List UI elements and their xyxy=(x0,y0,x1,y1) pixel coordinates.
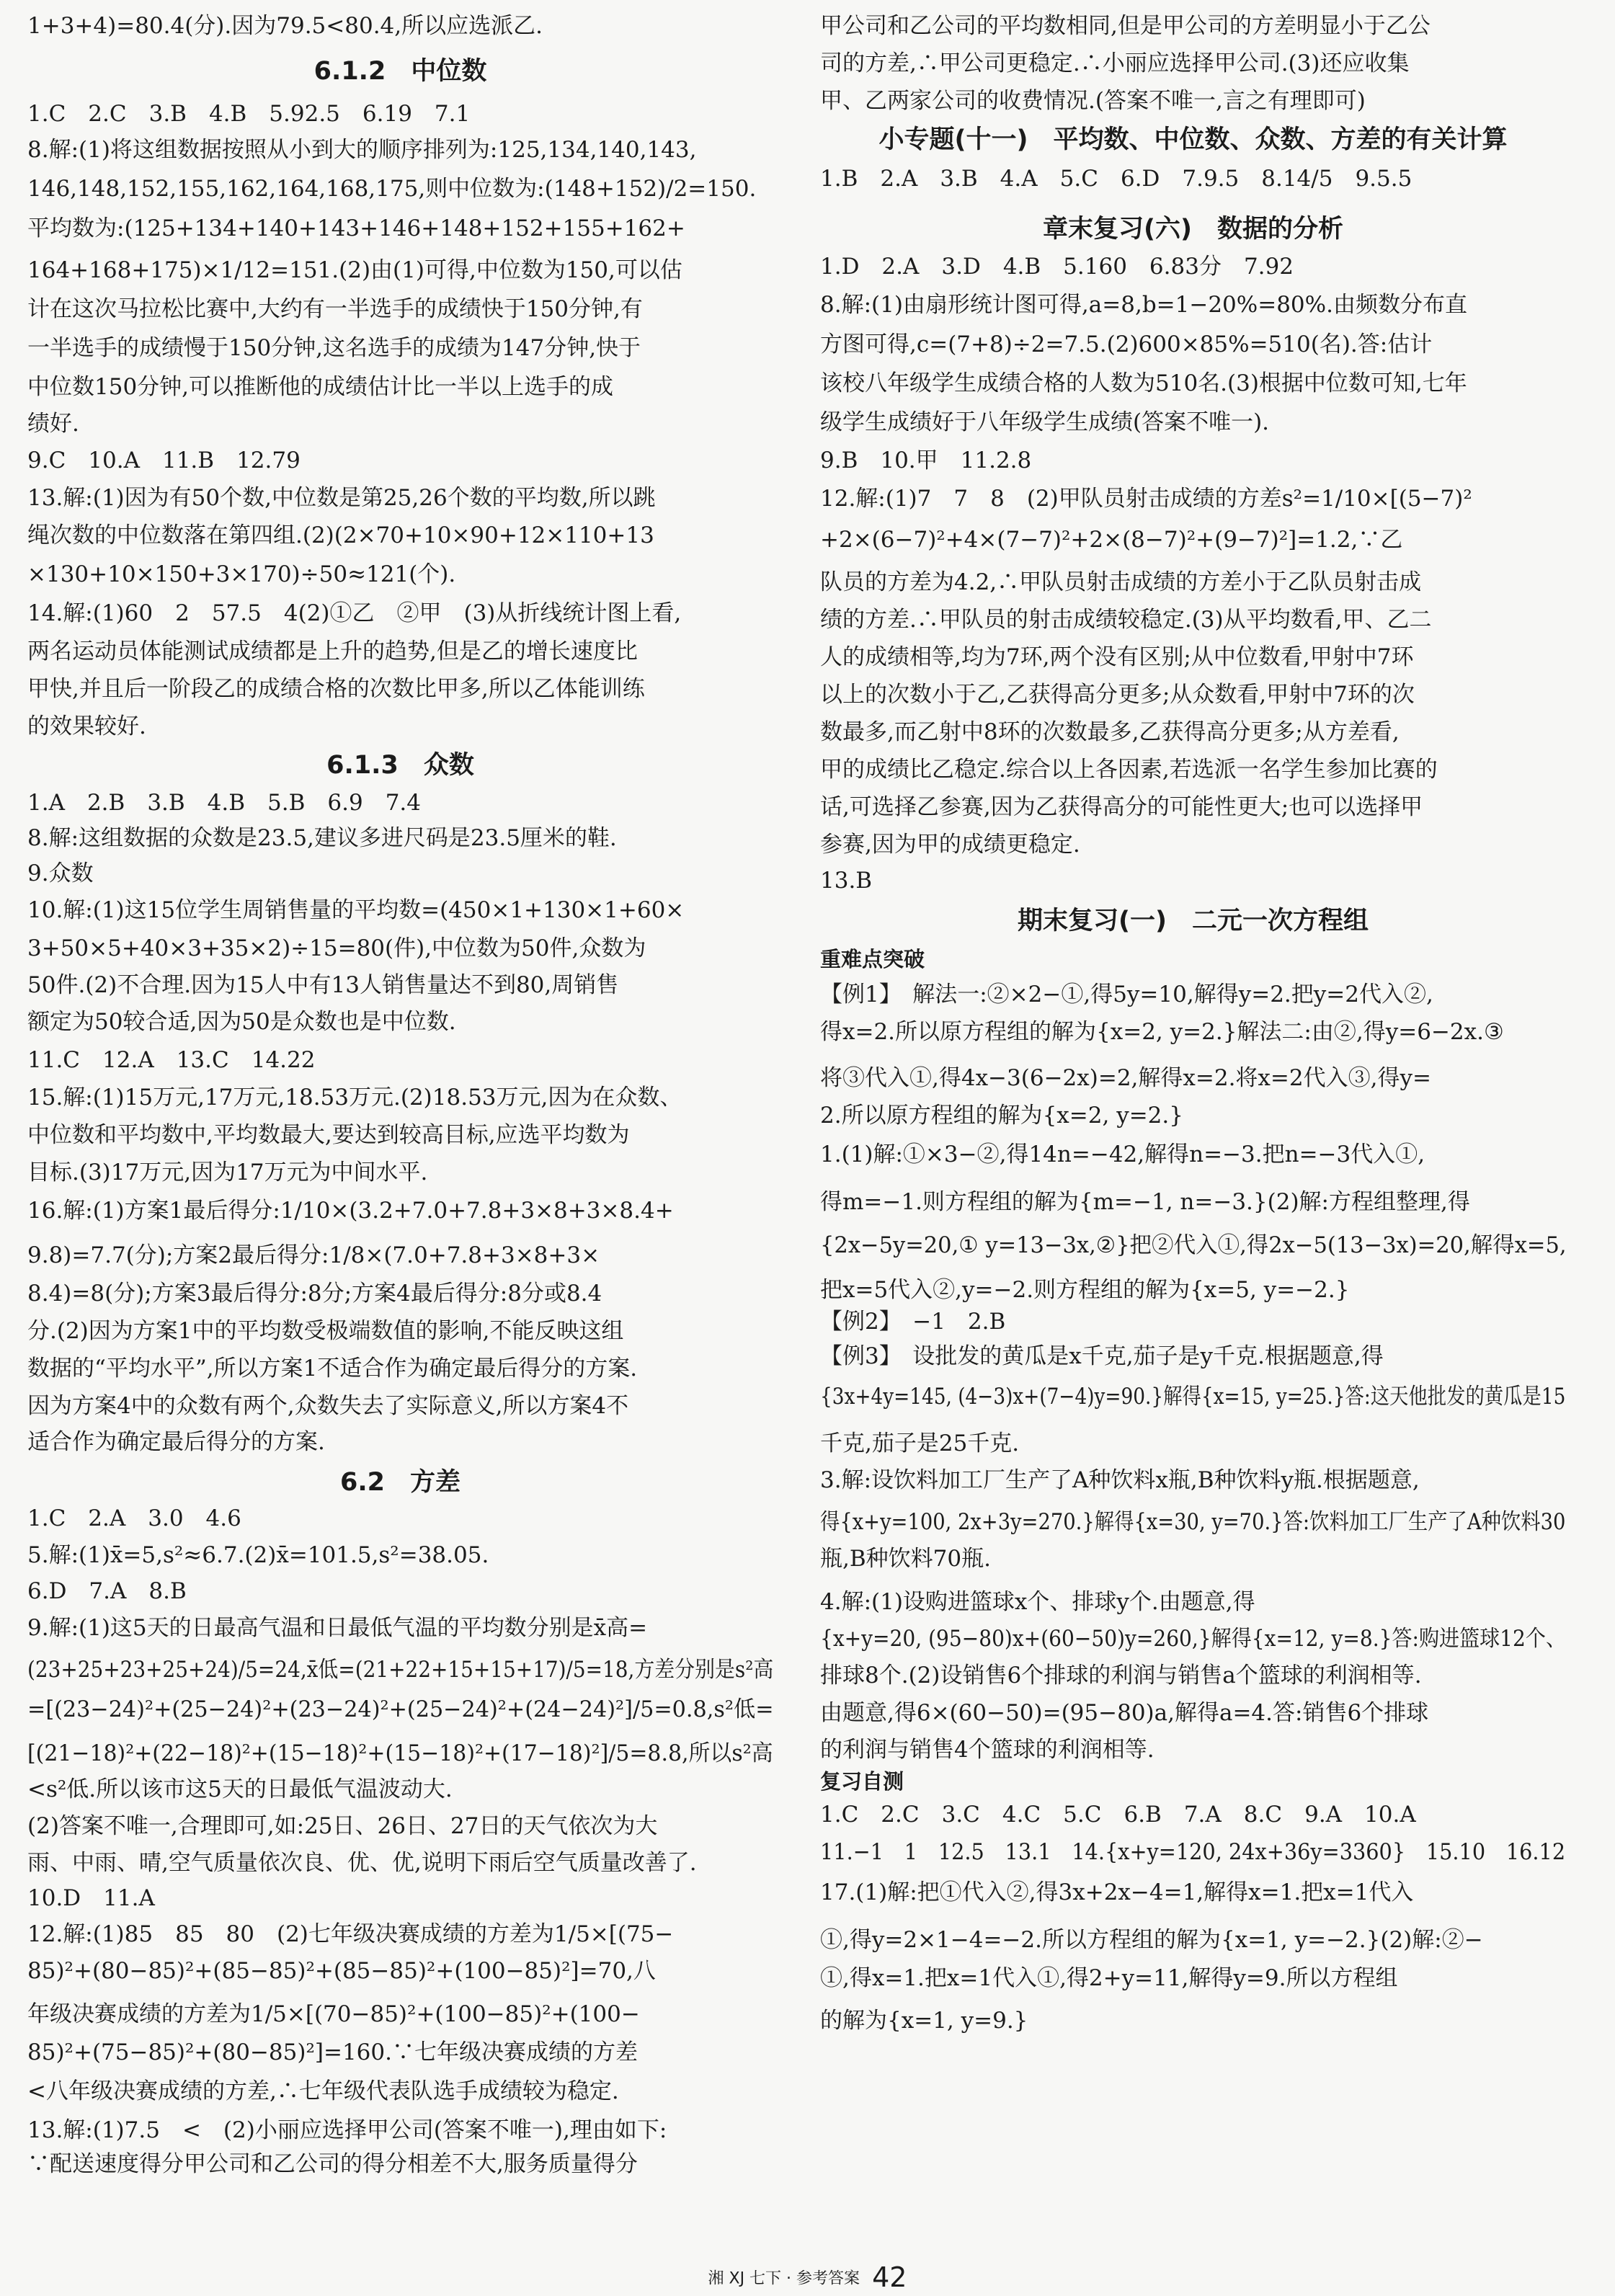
text-line: 瓶,B种饮料70瓶. xyxy=(820,1546,991,1572)
text-line: 中位数150分钟,可以推断他的成绩估计比一半以上选手的成 xyxy=(27,374,614,400)
text-line: =[(23−24)²+(25−24)²+(23−24)²+(25−24)²+(24−24)²]/5=0.8,s²低= xyxy=(27,1696,774,1722)
text-line: 得x=2.所以原方程组的解为{x=2, y=2.}解法二:由②,得y=6−2x.③ xyxy=(820,1019,1504,1045)
text-line: 方图可得,c=(7+8)÷2=7.5.(2)600×85%=510(名).答:估计 xyxy=(820,332,1433,357)
text-line: 8.解:这组数据的众数是23.5,建议多进尺码是23.5厘米的鞋. xyxy=(27,825,617,851)
text-line: [(21−18)²+(22−18)²+(15−18)²+(15−18)²+(17−18)²]/5=8.8,所以s²高 xyxy=(27,1740,773,1766)
text-line: 9.C 10.A 11.B 12.79 xyxy=(27,448,301,473)
text-line: 【例3】 设批发的黄瓜是x千克,茄子是y千克.根据题意,得 xyxy=(820,1343,1384,1369)
text-line: 排球8个.(2)设销售6个排球的利润与销售a个篮球的利润相等. xyxy=(820,1663,1422,1688)
text-line: 数最多,而乙射中8环的次数最多,乙获得高分更多;从方差看, xyxy=(820,719,1400,745)
text-line: 10.解:(1)这15位学生周销售量的平均数=(450×1+130×1+60× xyxy=(27,897,685,923)
text-line: 两名运动员体能测试成绩都是上升的趋势,但是乙的增长速度比 xyxy=(27,638,638,664)
subsection-label: 复习自测 xyxy=(820,1769,904,1794)
text-line: (23+25+23+25+24)/5=24,x̄低=(21+22+15+15+17)/5=18,方差分别是s²高 xyxy=(27,1657,774,1683)
text-line: 将③代入①,得4x−3(6−2x)=2,解得x=2.将x=2代入③,得y= xyxy=(820,1065,1431,1091)
text-line: 以上的次数小于乙,乙获得高分更多;从众数看,甲射中7环的次 xyxy=(820,682,1415,708)
section-heading: 期末复习(一) 二元一次方程组 xyxy=(1018,907,1369,935)
text-line: 甲公司和乙公司的平均数相同,但是甲公司的方差明显小于乙公 xyxy=(820,13,1431,39)
text-line: 【例2】 −1 2.B xyxy=(820,1309,1006,1335)
text-line: 85)²+(75−85)²+(80−85)²]=160.∵七年级决赛成绩的方差 xyxy=(27,2039,638,2065)
text-line: 甲快,并且后一阶段乙的成绩合格的次数比甲多,所以乙体能训练 xyxy=(27,676,645,702)
text-line: 9.B 10.甲 11.2.8 xyxy=(820,448,1032,473)
text-line: 10.D 11.A xyxy=(27,1885,155,1911)
text-line: 164+168+175)×1/12=151.(2)由(1)可得,中位数为150,可以估 xyxy=(27,257,682,283)
text-line: 146,148,152,155,162,164,168,175,则中位数为:(148+152)/2=150. xyxy=(27,176,757,202)
text-line: 1.B 2.A 3.B 4.A 5.C 6.D 7.9.5 8.14/5 9.5.5 xyxy=(820,166,1412,192)
text-line: 雨、中雨、晴,空气质量依次良、优、优,说明下雨后空气质量改善了. xyxy=(27,1850,697,1876)
text-line: (2)答案不唯一,合理即可,如:25日、26日、27日的天气依次为大 xyxy=(27,1813,658,1839)
text-line: 平均数为:(125+134+140+143+146+148+152+155+162+ xyxy=(27,215,685,241)
text-line: 目标.(3)17万元,因为17万元为中间水平. xyxy=(27,1160,428,1185)
page-number: 42 xyxy=(872,2261,907,2293)
text-line: 队员的方差为4.2,∴甲队员射击成绩的方差小于乙队员射击成 xyxy=(820,569,1422,595)
text-line: ∵配送速度得分甲公司和乙公司的得分相差不大,服务质量得分 xyxy=(27,2151,638,2177)
text-line: ①,得y=2×1−4=−2.所以方程组的解为{x=1, y=−2.}(2)解:②− xyxy=(820,1927,1483,1953)
text-line: 3.解:设饮料加工厂生产了A种饮料x瓶,B种饮料y瓶.根据题意, xyxy=(820,1467,1420,1493)
text-line: 5.解:(1)x̄=5,s²≈6.7.(2)x̄=101.5,s²=38.05. xyxy=(27,1542,489,1568)
text-line: 8.解:(1)由扇形统计图可得,a=8,b=1−20%=80%.由频数分布直 xyxy=(820,292,1467,318)
footer-label: 湘 XJ 七下 · 参考答案 xyxy=(708,2269,860,2288)
page-footer xyxy=(0,2261,1615,2293)
text-line: 11.−1 1 12.5 13.1 14.{x+y=120, 24x+36y=3360} 15.10 16.12 xyxy=(820,1839,1566,1865)
text-line: 15.解:(1)15万元,17万元,18.53万元.(2)18.53万元,因为在众数、 xyxy=(27,1085,682,1111)
text-line: 6.D 7.A 8.B xyxy=(27,1578,187,1604)
section-heading: 6.1.2 中位数 xyxy=(313,57,487,86)
text-line: {x+y=20, (95−80)x+(60−50)y=260,}解得{x=12, y=8.}答:购进篮球12个、 xyxy=(820,1626,1566,1652)
section-heading: 章末复习(六) 数据的分析 xyxy=(1043,215,1343,244)
text-line: 1.A 2.B 3.B 4.B 5.B 6.9 7.4 xyxy=(27,790,421,816)
text-line: 额定为50较合适,因为50是众数也是中位数. xyxy=(27,1009,456,1035)
text-line: 1.C 2.C 3.C 4.C 5.C 6.B 7.A 8.C 9.A 10.A xyxy=(820,1802,1416,1828)
text-line: 参赛,因为甲的成绩更稳定. xyxy=(820,832,1080,858)
text-line: 得{x+y=100, 2x+3y=270.}解得{x=30, y=70.}答:饮料加工厂生产了A种饮料30 xyxy=(820,1509,1566,1535)
text-line: ①,得x=1.把x=1代入①,得2+y=11,解得y=9.所以方程组 xyxy=(820,1965,1398,1991)
text-line: 的解为{x=1, y=9.} xyxy=(820,2008,1028,2034)
text-line: {3x+4y=145, (4−3)x+(7−4)y=90.}解得{x=15, y=25.}答:这天他批发的黄瓜是15 xyxy=(820,1384,1566,1410)
text-line: 绩的方差.∴甲队员的射击成绩较稳定.(3)从平均数看,甲、乙二 xyxy=(820,607,1432,633)
text-line: 甲、乙两家公司的收费情况.(答案不唯一,言之有理即可) xyxy=(820,88,1366,114)
text-line: 【例1】 解法一:②×2−①,得5y=10,解得y=2.把y=2代入②, xyxy=(820,982,1433,1007)
text-line: 千克,茄子是25千克. xyxy=(820,1430,1020,1456)
text-line: {2x−5y=20,① y=13−3x,②}把②代入①,得2x−5(13−3x)=20,解得x=5, xyxy=(820,1232,1567,1258)
text-line: 4.解:(1)设购进篮球x个、排球y个.由题意,得 xyxy=(820,1589,1255,1615)
subsection-label: 重难点突破 xyxy=(820,947,925,971)
text-line: 绳次数的中位数落在第四组.(2)(2×70+10×90+12×110+13 xyxy=(27,522,654,548)
text-line: 计在这次马拉松比赛中,大约有一半选手的成绩快于150分钟,有 xyxy=(27,296,643,322)
text-line: 9.众数 xyxy=(27,860,94,886)
text-line: 12.解:(1)85 85 80 (2)七年级决赛成绩的方差为1/5×[(75− xyxy=(27,1921,674,1947)
text-line: 人的成绩相等,均为7环,两个没有区别;从中位数看,甲射中7环 xyxy=(820,644,1414,670)
text-line: 该校八年级学生成绩合格的人数为510名.(3)根据中位数可知,七年 xyxy=(820,370,1467,396)
text-line: 中位数和平均数中,平均数最大,要达到较高目标,应选平均数为 xyxy=(27,1122,630,1148)
text-line: 把x=5代入②,y=−2.则方程组的解为{x=5, y=−2.} xyxy=(820,1277,1350,1303)
text-line: 50件.(2)不合理.因为15人中有13人销售量达不到80,周销售 xyxy=(27,972,619,998)
text-line: 13.B xyxy=(820,868,873,894)
text-line: 11.C 12.A 13.C 14.22 xyxy=(27,1047,316,1073)
text-line: 级学生成绩好于八年级学生成绩(答案不唯一). xyxy=(820,409,1270,435)
text-line: 绩好. xyxy=(27,411,79,437)
text-line: 1.C 2.A 3.0 4.6 xyxy=(27,1505,241,1531)
text-line: 甲的成绩比乙稳定.综合以上各因素,若选派一名学生参加比赛的 xyxy=(820,757,1438,783)
text-line: 17.(1)解:把①代入②,得3x+2x−4=1,解得x=1.把x=1代入 xyxy=(820,1879,1414,1905)
text-line: 9.解:(1)这5天的日最高气温和日最低气温的平均数分别是x̄高= xyxy=(27,1615,648,1641)
text-line: 1+3+4)=80.4(分).因为79.5<80.4,所以应选派乙. xyxy=(27,13,543,39)
text-line: 3+50×5+40×3+35×2)÷15=80(件),中位数为50件,众数为 xyxy=(27,935,646,961)
text-line: 的利润与销售4个篮球的利润相等. xyxy=(820,1737,1154,1763)
text-line: 2.所以原方程组的解为{x=2, y=2.} xyxy=(820,1103,1183,1129)
text-line: <s²低.所以该市这5天的日最低气温波动大. xyxy=(27,1776,453,1802)
section-heading: 6.2 方差 xyxy=(339,1468,461,1497)
text-line: 1.D 2.A 3.D 4.B 5.160 6.83分 7.92 xyxy=(820,254,1294,280)
text-line: 12.解:(1)7 7 8 (2)甲队员射击成绩的方差s²=1/10×[(5−7)² xyxy=(820,486,1472,512)
text-line: 1.C 2.C 3.B 4.B 5.92.5 6.19 7.1 xyxy=(27,101,471,127)
text-line: ×130+10×150+3×170)÷50≈121(个). xyxy=(27,561,456,587)
text-line: 16.解:(1)方案1最后得分:1/10×(3.2+7.0+7.8+3×8+3×8.4+ xyxy=(27,1198,674,1224)
text-line: 13.解:(1)7.5 < (2)小丽应选择甲公司(答案不唯一),理由如下: xyxy=(27,2117,667,2143)
text-line: 由题意,得6×(60−50)=(95−80)a,解得a=4.答:销售6个排球 xyxy=(820,1700,1429,1726)
text-line: +2×(6−7)²+4×(7−7)²+2×(8−7)²+(9−7)²]=1.2,∵乙 xyxy=(820,527,1403,553)
text-line: 14.解:(1)60 2 57.5 4(2)①乙 ②甲 (3)从折线统计图上看, xyxy=(27,600,682,626)
text-line: 得m=−1.则方程组的解为{m=−1, n=−3.}(2)解:方程组整理,得 xyxy=(820,1189,1470,1215)
text-line: 话,可选择乙参赛,因为乙获得高分的可能性更大;也可以选择甲 xyxy=(820,794,1423,820)
section-heading: 6.1.3 众数 xyxy=(326,751,474,780)
text-line: <八年级决赛成绩的方差,∴七年级代表队选手成绩较为稳定. xyxy=(27,2078,619,2104)
text-line: 司的方差,∴甲公司更稳定.∴小丽应选择甲公司.(3)还应收集 xyxy=(820,50,1410,76)
text-line: 1.(1)解:①×3−②,得14n=−42,解得n=−3.把n=−3代入①, xyxy=(820,1142,1425,1167)
text-line: 数据的“平均水平”,所以方案1不适合作为确定最后得分的方案. xyxy=(27,1356,638,1381)
text-line: 年级决赛成绩的方差为1/5×[(70−85)²+(100−85)²+(100− xyxy=(27,2001,640,2027)
text-line: 分.(2)因为方案1中的平均数受极端数值的影响,不能反映这组 xyxy=(27,1318,624,1344)
text-line: 因为方案4中的众数有两个,众数失去了实际意义,所以方案4不 xyxy=(27,1393,629,1419)
text-line: 9.8)=7.7(分);方案2最后得分:1/8×(7.0+7.8+3×8+3× xyxy=(27,1242,600,1268)
text-line: 一半选手的成绩慢于150分钟,这名选手的成绩为147分钟,快于 xyxy=(27,335,641,361)
text-line: 13.解:(1)因为有50个数,中位数是第25,26个数的平均数,所以跳 xyxy=(27,485,656,511)
text-line: 适合作为确定最后得分的方案. xyxy=(27,1429,325,1455)
text-line: 8.解:(1)将这组数据按照从小到大的顺序排列为:125,134,140,143, xyxy=(27,137,697,163)
text-line: 的效果较好. xyxy=(27,713,146,739)
text-line: 8.4)=8(分);方案3最后得分:8分;方案4最后得分:8分或8.4 xyxy=(27,1281,602,1307)
text-line: 85)²+(80−85)²+(85−85)²+(85−85)²+(100−85)²]=70,八 xyxy=(27,1958,656,1984)
section-heading: 小专题(十一) 平均数、中位数、众数、方差的有关计算 xyxy=(878,125,1508,154)
